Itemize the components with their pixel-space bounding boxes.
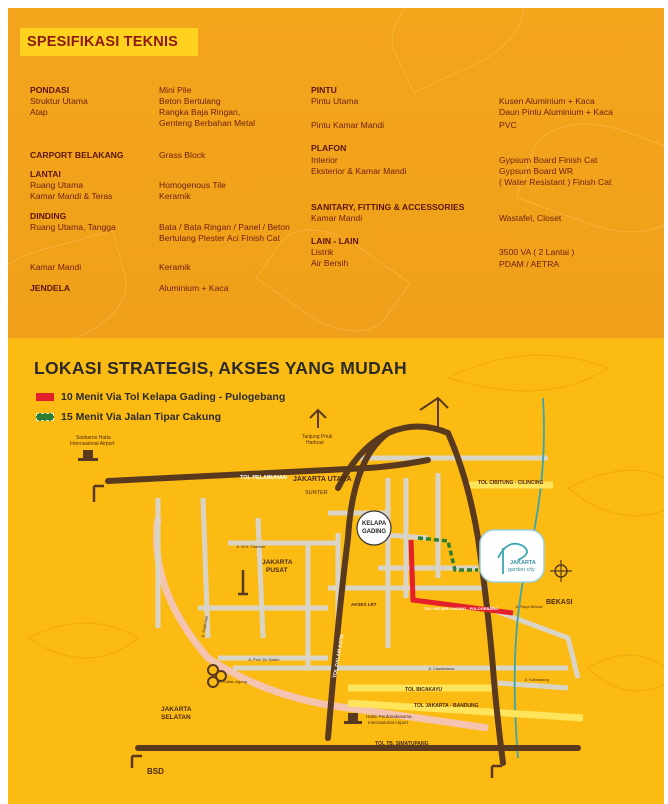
jakarta-garden-city-logo: [480, 530, 544, 582]
value-rangka-baja: Rangka Baja Ringan,: [159, 107, 241, 117]
akses-lrt-label: AKSES LRT: [351, 602, 377, 607]
label-pintu: PINTU: [311, 85, 337, 95]
jl-mh-thamrin-label: Jl. M.H. Thamrin: [236, 544, 266, 549]
value-gypsum: Gypsum Board Finish Cat: [499, 155, 598, 165]
halim-airport-icon: [344, 713, 362, 724]
value-mini-pile: Mini Pile: [159, 85, 192, 95]
jl-casablanca-label: Jl. Casablanca: [428, 666, 455, 671]
label-ruang-utama: Ruang Utama: [30, 180, 84, 190]
value-keramik: Keramik: [159, 191, 191, 201]
legend-label: 10 Menit Via Tol Kelapa Gading - Pulogebang: [61, 391, 286, 403]
bekasi-label: BEKASI: [546, 599, 573, 606]
value-water-resistant: ( Water Resistant ) Finish Cat: [499, 177, 612, 187]
bsd-label: BSD: [147, 767, 164, 776]
jl-sudirman-label: Jl. Sudirman: [200, 615, 209, 639]
airport-label: Internasional Airport: [70, 441, 115, 447]
monas-icon: [238, 570, 248, 594]
value-aluminium-kaca: Aluminium + Kaca: [159, 283, 229, 293]
jakarta-pusat-label: PUSAT: [266, 567, 288, 574]
kelapa-gading-marker: [357, 511, 391, 545]
tol-pelabuhan-label: TOL PELABUHAN: [240, 475, 287, 481]
airport-label: Soekarno Hatta: [76, 435, 111, 441]
value-grass-block: Grass Block: [159, 150, 206, 160]
tanjung-priok-label: Tanjung Priuk: [302, 434, 333, 440]
value-bata: Bata / Bata Ringan / Panel / Beton Bertulang Plester Aci Finish Cat: [159, 222, 290, 243]
leaf-pattern: [8, 230, 138, 338]
value-daun-pintu: Daun Pintu Aluminium + Kaca: [499, 107, 613, 117]
value-pdam: PDAM / AETRA: [499, 259, 560, 269]
location-map: [8, 338, 664, 804]
label-plafon: PLAFON: [311, 143, 347, 153]
label-air-bersih: Air Bersih: [311, 258, 349, 268]
halim-label: Internasional Airport: [368, 720, 409, 725]
spec-title-box: [20, 28, 198, 56]
jl-raya-bekasi-label: Jl. Raya Bekasi: [515, 604, 543, 609]
label-pondasi: PONDASI: [30, 85, 70, 95]
label-dinding: DINDING: [30, 211, 67, 221]
label-eksterior: Eksterior & Kamar Mandi: [311, 166, 407, 176]
kelapa-gading-label: GADING: [362, 529, 386, 535]
value-kusen: Kusen Aluminium + Kaca: [499, 96, 595, 106]
sunter-label: SUNTER: [305, 490, 328, 496]
label-ruang-utama-tangga: Ruang Utama, Tangga: [30, 222, 116, 232]
crane-icon: [420, 398, 448, 428]
jl-prof-satrio-label: Jl. Prof. Dr. Satrio: [248, 657, 280, 662]
tanjung-priok-label: Harbour: [306, 440, 325, 446]
tol-dalam-kota-label: TOL DALAM KOTA: [332, 633, 346, 679]
jgc-label: JAKARTA: [510, 560, 536, 566]
jakarta-selatan-label: JAKARTA: [161, 706, 192, 713]
label-jendela: JENDELA: [30, 283, 71, 293]
value-pvc: PVC: [499, 120, 517, 130]
tol-jakarta-bandung-label: TOL JAKARTA - BANDUNG: [414, 703, 479, 709]
leaf-pattern: [376, 8, 541, 93]
label-listrik: Listrik: [311, 247, 334, 257]
legend-item-toll: [36, 391, 285, 403]
value-genteng: Genteng Berbahan Metal: [159, 118, 256, 128]
kelapa-gading-label: KELAPA: [362, 521, 387, 527]
label-struktur-utama: Struktur Utama: [30, 96, 88, 106]
label-carport: CARPORT BELAKANG: [30, 150, 124, 160]
value-beton-bertulang: Beton Bertulang: [159, 96, 221, 106]
label-atap: Atap: [30, 107, 48, 117]
legend-label: 15 Menit Via Jalan Tipar Cakung: [61, 411, 222, 423]
legend-swatch-green: [36, 413, 54, 421]
tol-cibitung-label: TOL CIBITUNG - CILINCING: [478, 480, 544, 486]
spec-section: [8, 8, 664, 338]
location-title: LOKASI STRATEGIS, AKSES YANG MUDAH: [34, 358, 407, 378]
label-lantai: LANTAI: [30, 169, 61, 179]
label-sanitary: SANITARY, FITTING & ACCESSORIES: [311, 202, 465, 212]
location-section: [8, 338, 664, 804]
jakarta-utara-label: JAKARTA UTARA: [293, 476, 352, 483]
compass-icon: [550, 560, 572, 582]
label-kamar-mandi: Kamar Mandi: [30, 262, 82, 272]
jakarta-pusat-label: JAKARTA: [262, 559, 293, 566]
tol-kelapa-gading-label: TOL KELAPA GADING - PULOGEBANG: [424, 606, 499, 611]
value-gypsum-wr: Gypsum Board WR: [499, 166, 574, 176]
jl-kalimalang-label: Jl. Kalimalang: [524, 677, 549, 682]
legend-item-road: [36, 411, 221, 423]
tol-bicakayu-label: TOL BICAKAYU: [405, 687, 443, 693]
value-wastafel: Wastafel, Closet: [499, 213, 562, 223]
jakarta-selatan-label: SELATAN: [161, 714, 191, 721]
value-keramik: Keramik: [159, 262, 191, 272]
legend-swatch-red: [36, 393, 54, 401]
value-va: 3500 VA ( 2 Lantai ): [499, 247, 575, 257]
label-kamar-mandi-teras: Kamar Mandi & Teras: [30, 191, 113, 201]
harbour-icon: [310, 410, 326, 428]
label-lain-lain: LAIN - LAIN: [311, 236, 359, 246]
label-interior: Interior: [311, 155, 338, 165]
label-pintu-kamar-mandi: Pintu Kamar Mandi: [311, 120, 385, 130]
jl-sultan-agung-label: Jl. Sultan Agung: [218, 679, 247, 684]
label-pintu-utama: Pintu Utama: [311, 96, 359, 106]
spec-title: SPESIFIKASI TEKNIS: [27, 34, 179, 50]
green-route: [418, 538, 478, 570]
jgc-label: garden city: [508, 567, 535, 573]
label-kamar-mandi: Kamar Mandi: [311, 213, 363, 223]
airport-icon: [78, 450, 98, 461]
tol-tb-label: TOL TB. SIMATUPANG: [375, 741, 429, 747]
halim-label: Halim Perdanakusuma: [366, 714, 412, 719]
value-homogenous: Homogenous Tile: [159, 180, 226, 190]
